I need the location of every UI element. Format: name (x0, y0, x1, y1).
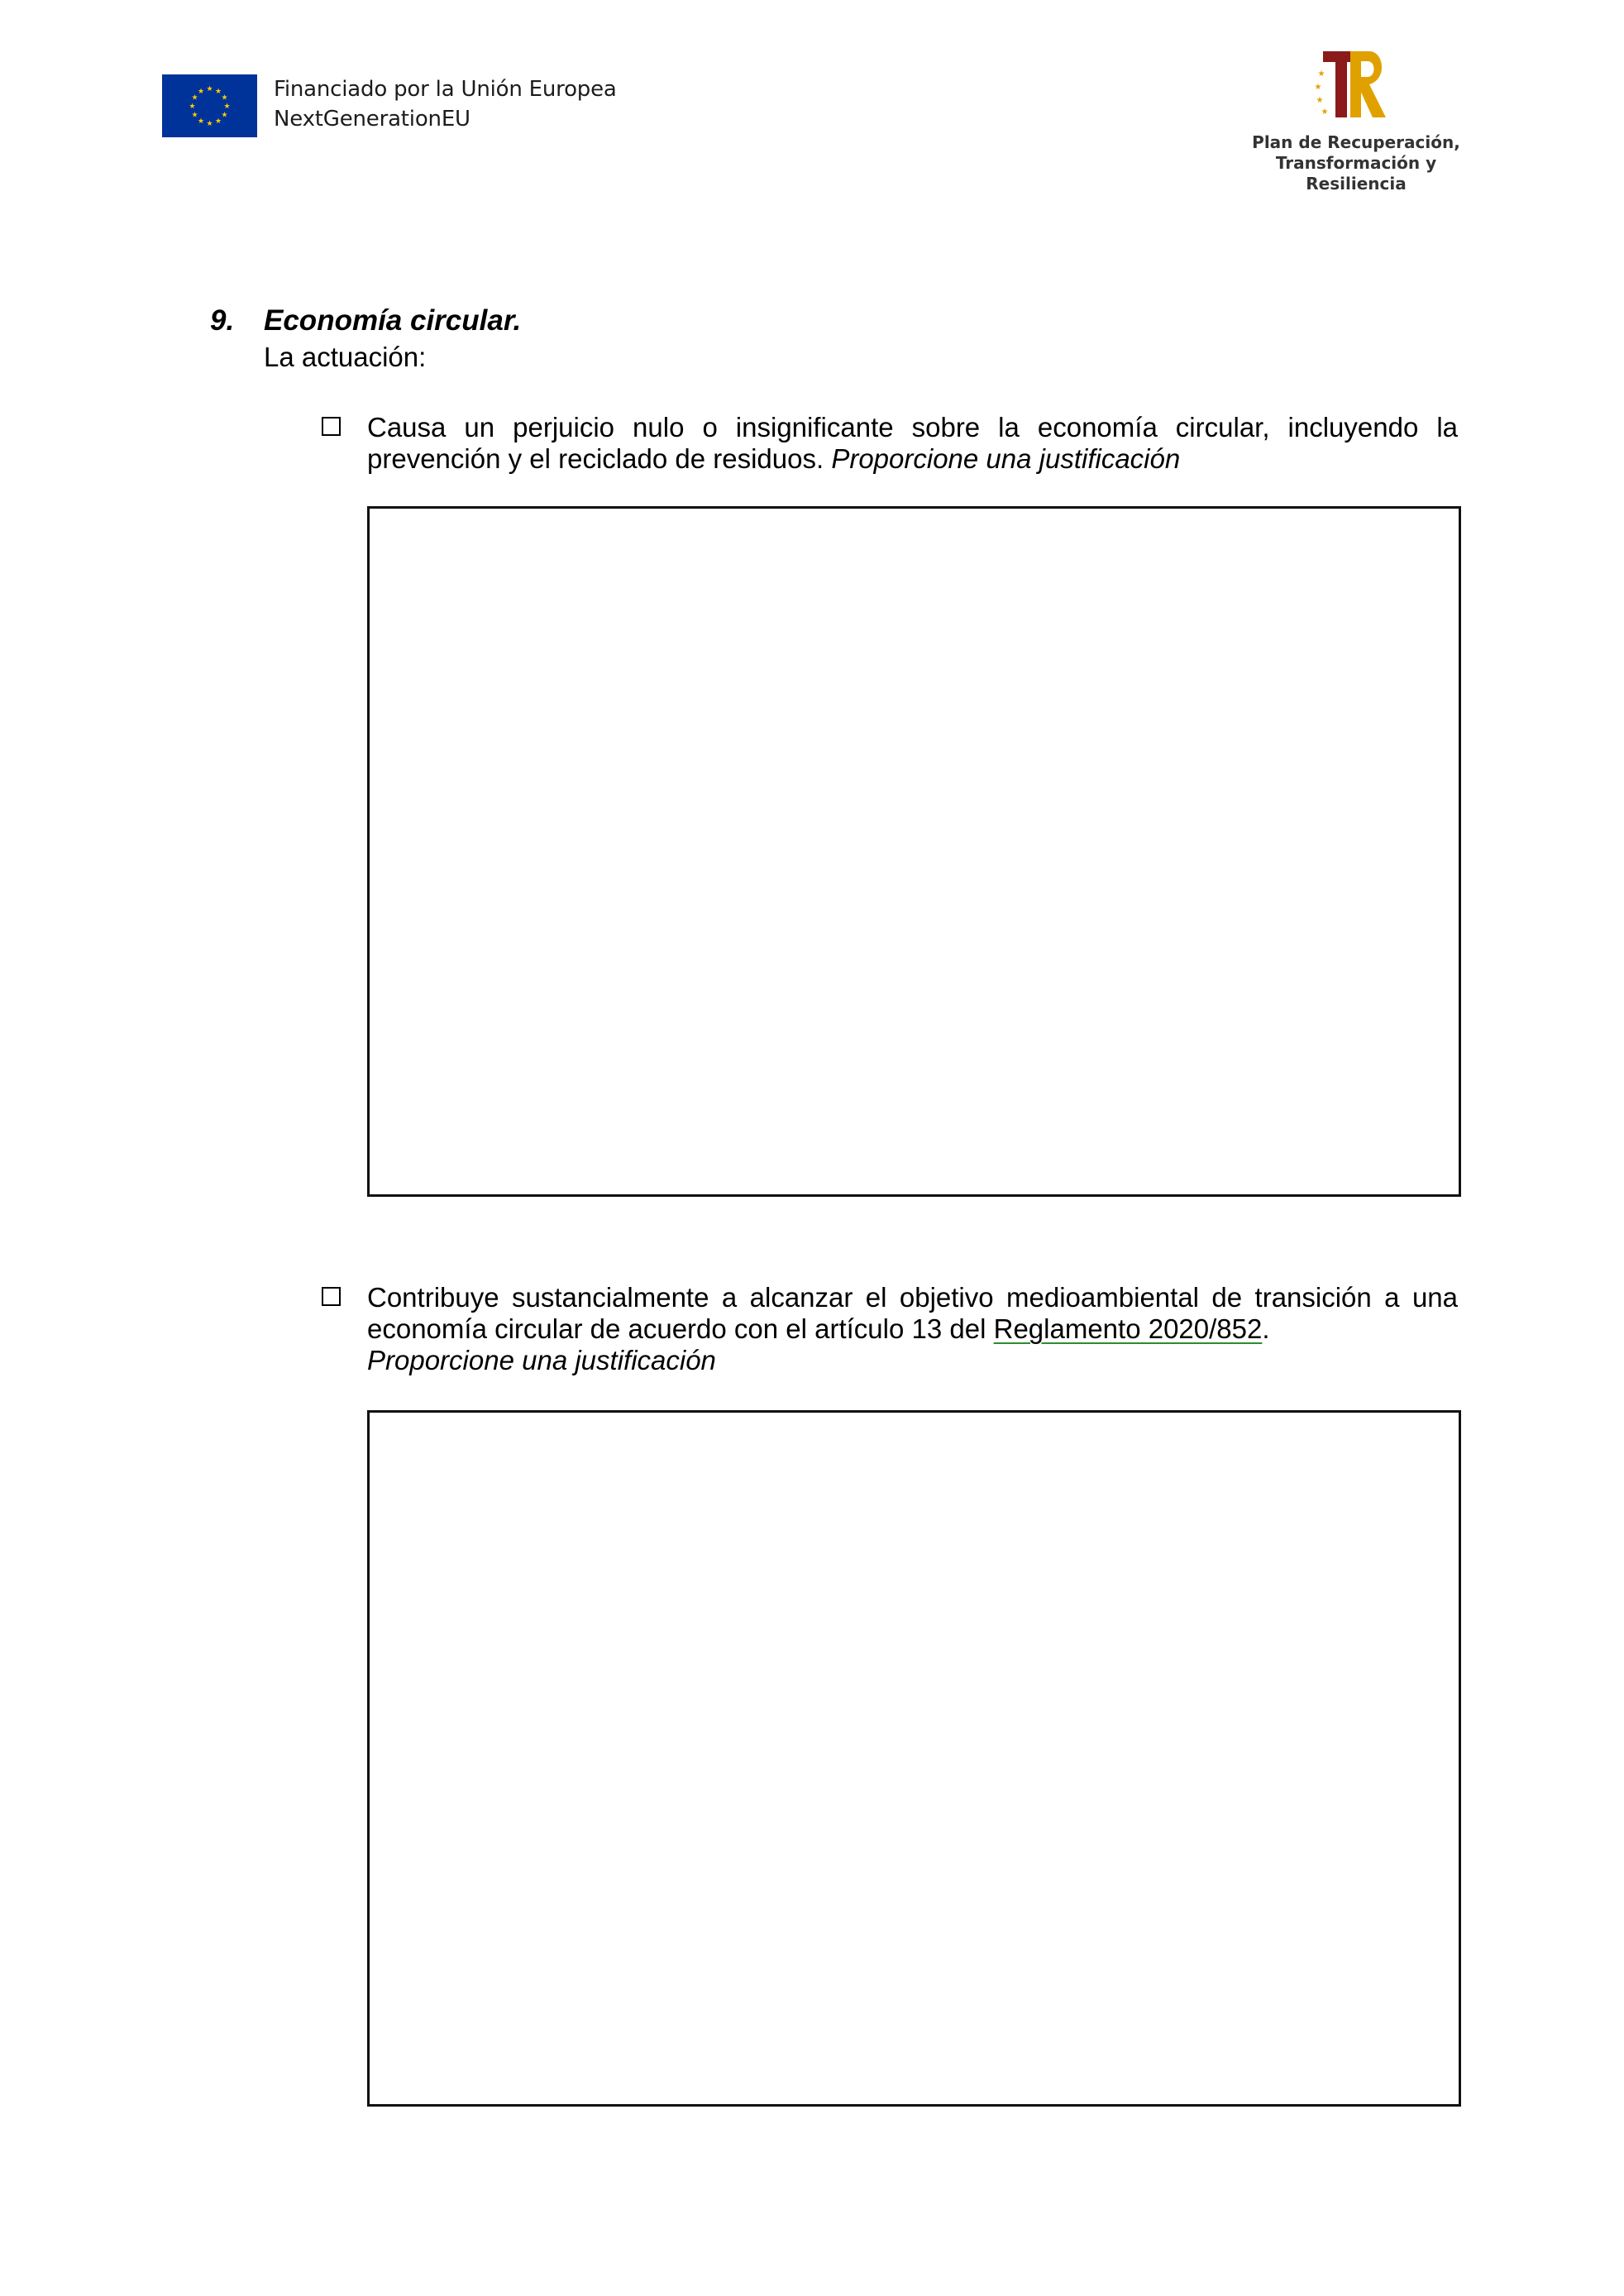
svg-text:★: ★ (214, 88, 222, 96)
option-2-justification-prompt: Proporcione una justificación (367, 1345, 716, 1375)
svg-text:★: ★ (191, 93, 198, 103)
svg-text:★: ★ (1321, 108, 1329, 117)
option-2-text (367, 1282, 1458, 1376)
eu-funding-line-2: NextGenerationEU (274, 107, 470, 132)
eu-flag-logo (162, 74, 257, 137)
svg-text:★: ★ (206, 85, 213, 93)
svg-text:★: ★ (1316, 96, 1324, 105)
section-number: 9. (210, 304, 235, 337)
option-2-period: . (1262, 1313, 1270, 1344)
section-intro: La actuación: (264, 342, 427, 372)
section-title: Economía circular. (264, 304, 522, 337)
svg-text:★: ★ (1314, 83, 1322, 92)
option-1-justification-prompt: Proporcione una justificación (831, 443, 1181, 474)
prtr-logo-text (1232, 132, 1480, 194)
prtr-logo-mark (1313, 48, 1392, 122)
eu-funding-line-1: Financiado por la Unión Europea (274, 77, 617, 102)
svg-text:★: ★ (1317, 69, 1325, 79)
svg-text:★: ★ (197, 88, 205, 96)
regulation-link[interactable]: Reglamento 2020/852 (993, 1313, 1263, 1344)
eu-stars-icon (162, 74, 257, 137)
prtr-line-2: Transformación y (1275, 153, 1437, 173)
option-1-justification-field[interactable] (367, 506, 1461, 1197)
svg-text:★: ★ (214, 117, 222, 126)
svg-text:★: ★ (206, 120, 213, 128)
prtr-line-1: Plan de Recuperación, (1252, 132, 1460, 152)
svg-text:★: ★ (197, 117, 205, 126)
option-2-checkbox[interactable] (322, 1287, 341, 1306)
option-1-text (367, 412, 1458, 475)
svg-text:★: ★ (189, 103, 196, 111)
svg-text:★: ★ (191, 111, 198, 120)
prtr-tr-icon (1313, 48, 1392, 122)
prtr-line-3: Resiliencia (1306, 174, 1407, 194)
svg-text:★: ★ (221, 111, 228, 120)
svg-text:★: ★ (223, 103, 231, 111)
option-1-checkbox[interactable] (322, 417, 341, 436)
option-2-statement: Contribuye sustancialmente a alcanzar el objetivo medioambiental de transición a una economía circular de acuerdo con el artículo 13 del (367, 1282, 1458, 1344)
svg-text:★: ★ (221, 93, 228, 103)
option-2-justification-field[interactable] (367, 1410, 1461, 2107)
option-1-statement: Causa un perjuicio nulo o insignificante sobre la economía circular, incluyendo la prevención y el reciclado de residuos. (367, 412, 1458, 474)
